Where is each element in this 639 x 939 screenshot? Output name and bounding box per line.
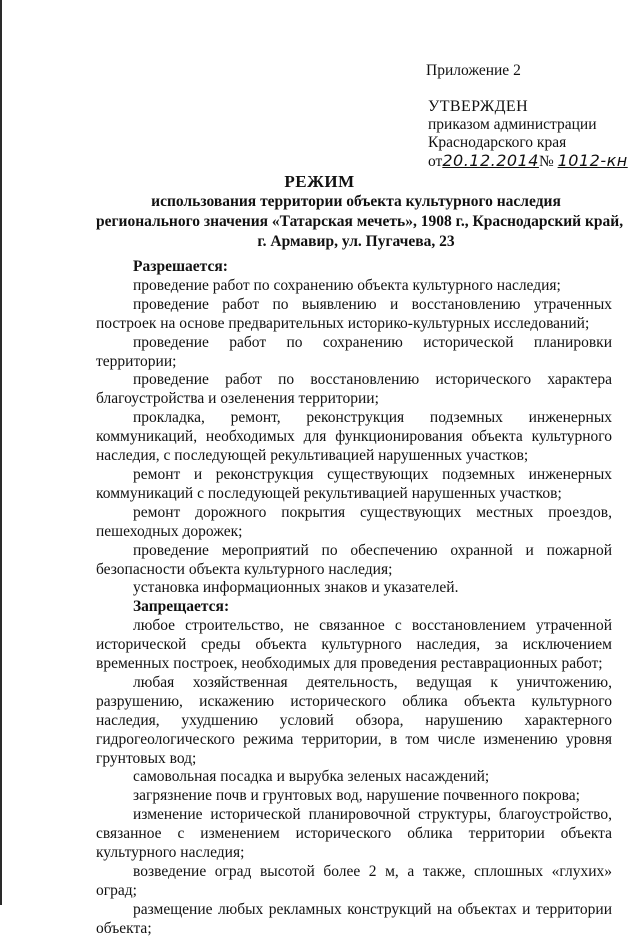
subtitle-line: г. Армавир, ул. Пугачева, 23 <box>257 233 455 250</box>
approval-region-line: Краснодарского края <box>428 134 567 151</box>
date-prefix: от <box>428 153 443 170</box>
allowed-item: проведение работ по выявлению и восстановлению утраченных построек на основе предварительных историко-культурных исследований; <box>96 295 612 332</box>
allowed-item: проведение мероприятий по обеспечению охранной и пожарной безопасности объекта культурного наследия; <box>96 541 612 578</box>
forbidden-item: самовольная посадка и вырубка зеленых насаждений; <box>133 768 490 786</box>
approved-heading: УТВЕРЖДЕН <box>428 98 529 115</box>
allowed-item: установка информационных знаков и указателей. <box>133 579 459 597</box>
scan-edge <box>0 0 2 905</box>
document-subtitle <box>96 192 624 252</box>
forbidden-item: возведение оград высотой более 2 м, а также, сплошных «глухих» оград; <box>96 863 612 899</box>
subtitle-line: регионального значения «Татарская мечеть», 1908 г., Краснодарский край, <box>96 213 624 230</box>
allowed-item: проведение работ по сохранению объекта культурного наследия; <box>133 276 561 294</box>
forbidden-heading: Запрещается: <box>133 598 230 616</box>
document-title: РЕЖИМ <box>284 172 355 191</box>
allowed-item: проведение работ по сохранению исторической планировки территории; <box>96 333 612 370</box>
handwritten-date: 20.12.2014 <box>442 151 539 170</box>
number-sign: № <box>538 153 554 170</box>
forbidden-item: загрязнение почв и грунтовых вод, нарушение почвенного покрова; <box>133 787 580 805</box>
forbidden-item: изменение исторической планировочной структуры, благоустройство, связанное с изменением исторического облика территории объекта культурного наследия; <box>96 806 612 862</box>
regime-content <box>96 258 612 939</box>
allowed-item: прокладка, ремонт, реконструкция подземных инженерных коммуникаций, необходимых для функционирования объекта культурного наследия, с последующей рекультивацией нарушенных участков; <box>96 409 612 465</box>
handwritten-number: 1012-кн <box>557 151 628 170</box>
approval-block <box>428 98 628 171</box>
forbidden-item: размещение любых рекламных конструкций на объектах и территории объекта; <box>96 900 612 937</box>
forbidden-item: любая хозяйственная деятельность, ведущая к уничтожению, разрушению, искажению исторического облика объекта культурного наследия, ухудшению условий обзора, нарушению характерного гидрогеологического режима территории, в том числе изменению уровня грунтовых вод; <box>96 673 612 767</box>
subtitle-line: использования территории объекта культурного наследия <box>151 193 561 210</box>
allowed-item: проведение работ по восстановлению исторического характера благоустройства и озеленения территории; <box>96 371 612 408</box>
approval-date-line <box>428 152 628 171</box>
allowed-heading: Разрешается: <box>133 258 228 275</box>
appendix-label: Приложение 2 <box>426 62 521 79</box>
allowed-item: ремонт и реконструкция существующих подземных инженерных коммуникаций с последующей рекультивацией нарушенных участков; <box>96 465 612 502</box>
allowed-item: ремонт дорожного покрытия существующих местных проездов, пешеходных дорожек; <box>96 503 612 540</box>
forbidden-item: любое строительство, не связанное с восстановлением утраченной исторической среды объекта культурного наследия, за исключением временных построек, необходимых для проведения реставрационных работ; <box>96 617 612 673</box>
approval-order-line: приказом администрации <box>428 116 597 133</box>
